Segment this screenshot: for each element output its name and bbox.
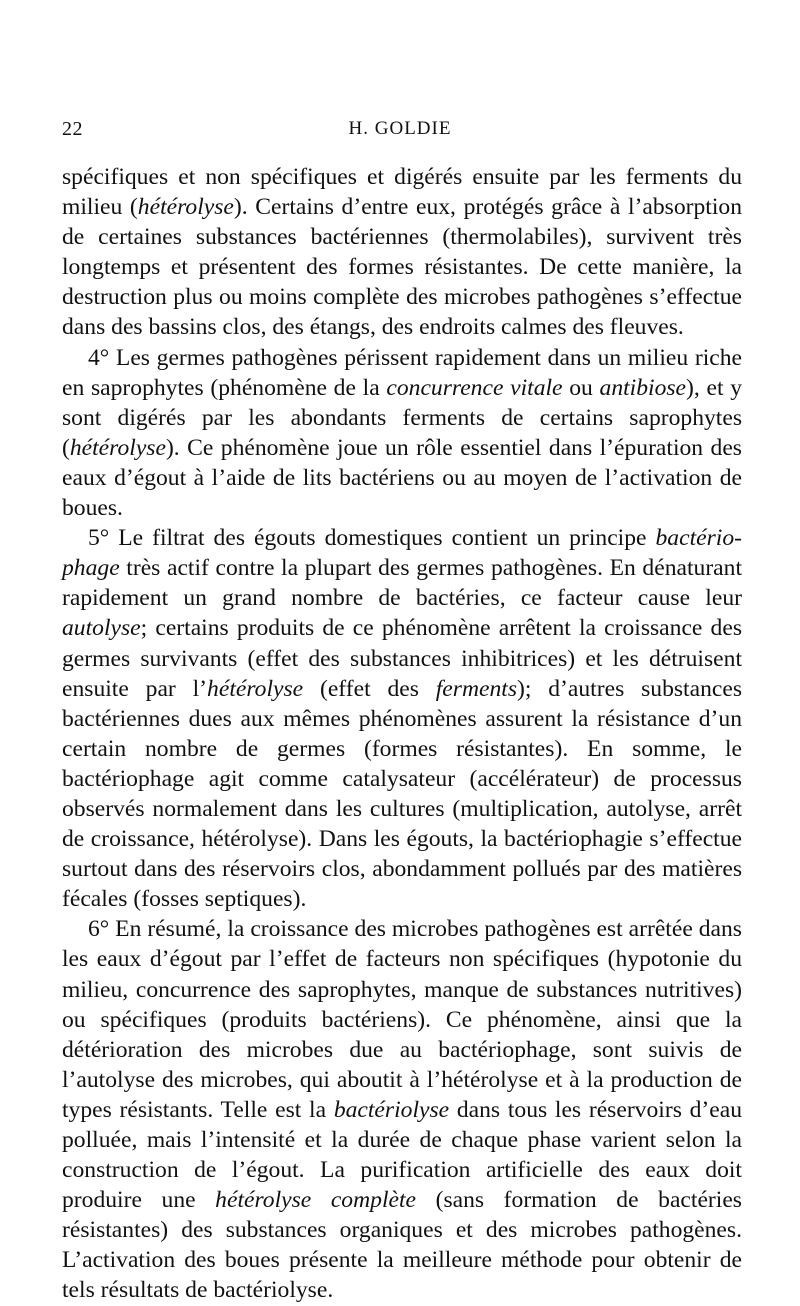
- paragraph-item-4: [62, 343, 742, 524]
- paragraph-item-6: [62, 914, 742, 1305]
- running-head-title: H. GOLDIE: [348, 118, 452, 139]
- text-run: ou: [562, 374, 600, 401]
- italic-term: bactériophage: [62, 525, 742, 582]
- text-run: 4° Les germes pathogènes périssent rapidement dans un milieu riche en saprophytes (phénomène de la: [62, 344, 742, 401]
- text-run: (sans formation de bactéries résistantes) des substances organiques et des microbes pathogènes. L’activation des boues présente la meilleure méthode pour obtenir de tels résultats de bactériolyse.: [62, 1187, 742, 1304]
- text-run: ). Ce phénomène joue un rôle essentiel dans l’épuration des eaux d’égout à l’aide de lits bactériens ou au moyen de l’activation de boues.: [62, 434, 742, 522]
- italic-term: hétérolyse: [137, 194, 234, 221]
- text-run: 5° Le filtrat des égouts domestiques contient un principe: [88, 525, 656, 552]
- paragraph-continuation: [62, 162, 742, 343]
- text-run: ; certains produits de ce phénomène arrêtent la croissance des germes survivants (effet des substances inhibitrices) et les détruisent ensuite par l’: [62, 615, 742, 702]
- italic-term: antibiose: [599, 374, 687, 401]
- italic-term: bactériolyse: [333, 1096, 450, 1123]
- text-run: 6° En résumé, la croissance des microbes pathogènes est arrêtée dans les eaux d’égout par l’effet de facteurs non spécifiques (hypotonie du milieu, concurrence des saprophytes, manque de substances nutritives) ou spécifiques (produits bactériens). Ce phénomène, ainsi que la détérioration des microbes due au bactériophage, sont suivis de l’autolyse des microbes, qui aboutit à l’hétérolyse et à la production de types résistants. Telle est la: [62, 916, 742, 1123]
- text-run: très actif contre la plupart des germes pathogènes. En dénaturant rapidement un grand nombre de bactéries, ce facteur cause leur: [62, 555, 742, 612]
- text-run: ); d’autres substances bactériennes dues aux mêmes phénomènes assurent la résistance d’un certain nombre de germes (formes résistantes). En somme, le bactériophage agit comme catalysateur (accélérateur) de processus observés normalement dans les cultures (multiplication, autolyse, arrêt de croissance, hétérolyse). Dans les égouts, la bactériophagie s’effectue surtout dans des réservoirs clos, abondamment pollués par des matières fécales (fosses septiques).: [62, 675, 742, 913]
- page-number: 22: [62, 118, 83, 140]
- running-head: [62, 118, 738, 142]
- italic-term: hétérolyse: [207, 675, 304, 702]
- italic-term: autolyse: [62, 615, 141, 642]
- text-run: (effet des: [303, 675, 436, 702]
- italic-term: ferments: [435, 675, 518, 702]
- text-run: spécifiques et non spécifiques et digérés ensuite par les ferments du milieu (: [62, 164, 742, 221]
- text-run: dans tous les réservoirs d’eau polluée, mais l’intensité et la durée de chaque phase varient selon la construction de l’égout. La purification artificielle des eaux doit produire une: [62, 1096, 742, 1214]
- paragraph-item-5: [62, 523, 742, 914]
- text-run: ). Certains d’entre eux, protégés grâce à l’absorption de certaines substances bactériennes (thermolabiles), survivent très longtemps et présentent des formes résistantes. De cette manière, la destruction plus ou moins complète des microbes pathogènes s’effectue dans des bassins clos, des étangs, des endroits calmes des fleuves.: [62, 194, 743, 341]
- italic-term: hétérolyse complète: [215, 1187, 416, 1214]
- italic-term: hétérolyse: [69, 434, 166, 461]
- body-text: [62, 162, 742, 1306]
- italic-term: concurrence vitale: [386, 374, 563, 401]
- text-run: ), et y sont digérés par les abondants ferments de certains saprophytes (: [62, 374, 743, 461]
